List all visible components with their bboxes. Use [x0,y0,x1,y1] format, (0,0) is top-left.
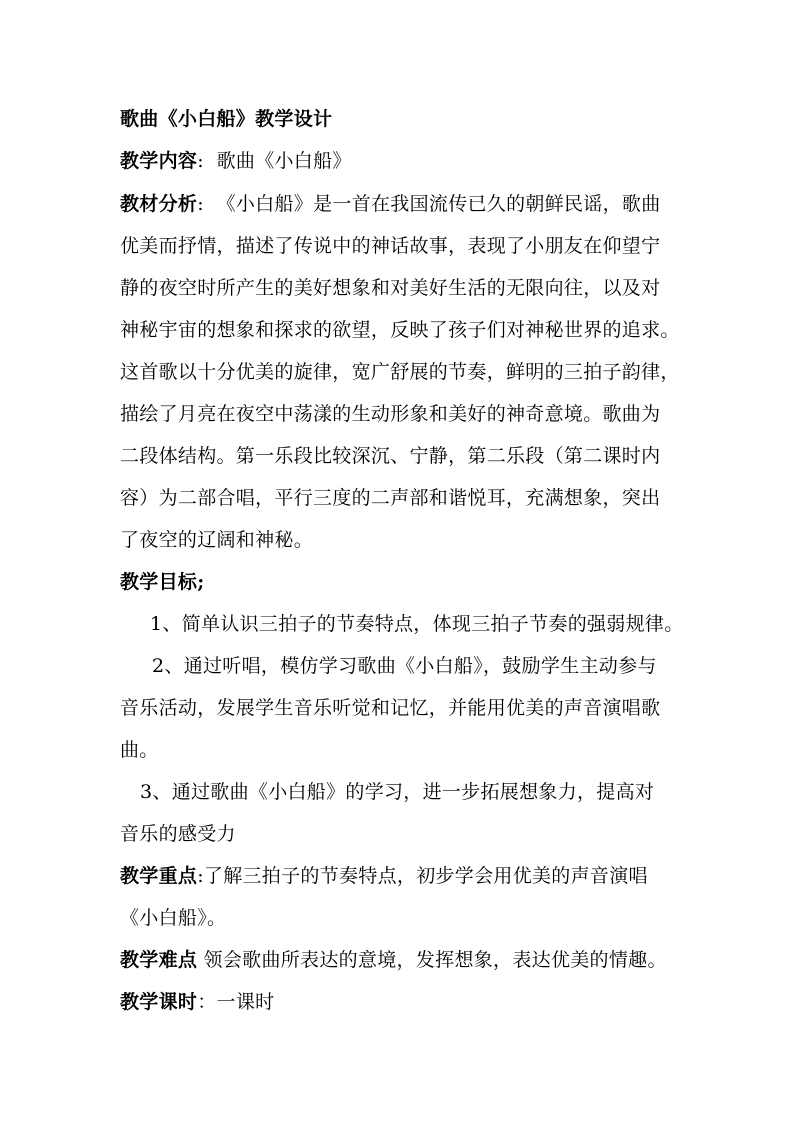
analysis-sep: : [197,193,204,215]
analysis-line-2: 优美而抒情，描述了传说中的神话故事，表现了小朋友在仰望宁 [120,235,661,257]
difficulties-text: 领会歌曲所表达的意境，发挥想象，表达优美的情趣。 [197,949,667,971]
goal-item-2-line-3: 曲。 [120,739,159,761]
key-points-line-1 [120,864,648,888]
goal-item-3-line-2: 音乐的感受力 [120,823,236,845]
periods-sep: ： [197,991,217,1013]
analysis-line-1 [120,192,661,216]
goal-item-3-line-1: 3、通过歌曲《小白船》的学习，进一步拓展想象力，提高对 [140,781,655,803]
periods-value: 一课时 [216,991,275,1013]
teaching-content-sep: : [197,150,204,172]
analysis-text: 《小白船》是一首在我国流传已久的朝鲜民谣，歌曲 [216,193,661,215]
analysis-line-4: 神秘宇宙的想象和探求的欲望，反映了孩子们对神秘世界的追求。 [120,319,680,341]
analysis-line-6: 描绘了月亮在夜空中荡漾的生动形象和美好的神奇意境。歌曲为 [120,403,661,425]
difficulties-line [120,948,667,972]
teaching-content-label: 教学内容 [120,150,198,172]
teaching-content-line [120,149,352,173]
analysis-line-3: 静的夜空时所产生的美好想象和对美好生活的无限向往，以及对 [120,277,661,299]
analysis-line-8: 容）为二部合唱，平行三度的二声部和谐悦耳，充满想象，突出 [120,487,661,509]
analysis-label: 教材分析 [120,193,198,215]
key-points-label: 教学重点 [120,865,198,887]
goals-heading: 教学目标; [120,571,205,593]
key-points-text: 了解三拍子的节奏特点，初步学会用优美的声音演唱 [203,865,648,887]
difficulties-label: 教学难点 [120,949,198,971]
teaching-content-value: 歌曲《小白船》 [216,150,352,172]
analysis-line-5: 这首歌以十分优美的旋律，宽广舒展的节奏，鲜明的三拍子韵律， [120,361,680,383]
analysis-line-7: 二段体结构。第一乐段比较深沉、宁静，第二乐段（第二课时内 [120,445,661,467]
periods-line [120,990,274,1014]
periods-label: 教学课时 [120,991,198,1013]
analysis-line-9: 了夜空的辽阔和神秘。 [120,529,314,551]
goal-item-2-line-1: 2、通过听唱，模仿学习歌曲《小白船》，鼓励学生主动参与 [152,655,657,677]
goal-item-2-line-2: 音乐活动，发展学生音乐听觉和记忆，并能用优美的声音演唱歌 [120,697,661,719]
document-title: 歌曲《小白船》教学设计 [120,108,333,130]
key-points-line-2: 《小白船》。 [120,907,227,929]
key-points-sep: : [197,865,204,887]
goal-item-1: 1、简单认识三拍子的节奏特点，体现三拍子节奏的强弱规律。 [150,613,684,635]
